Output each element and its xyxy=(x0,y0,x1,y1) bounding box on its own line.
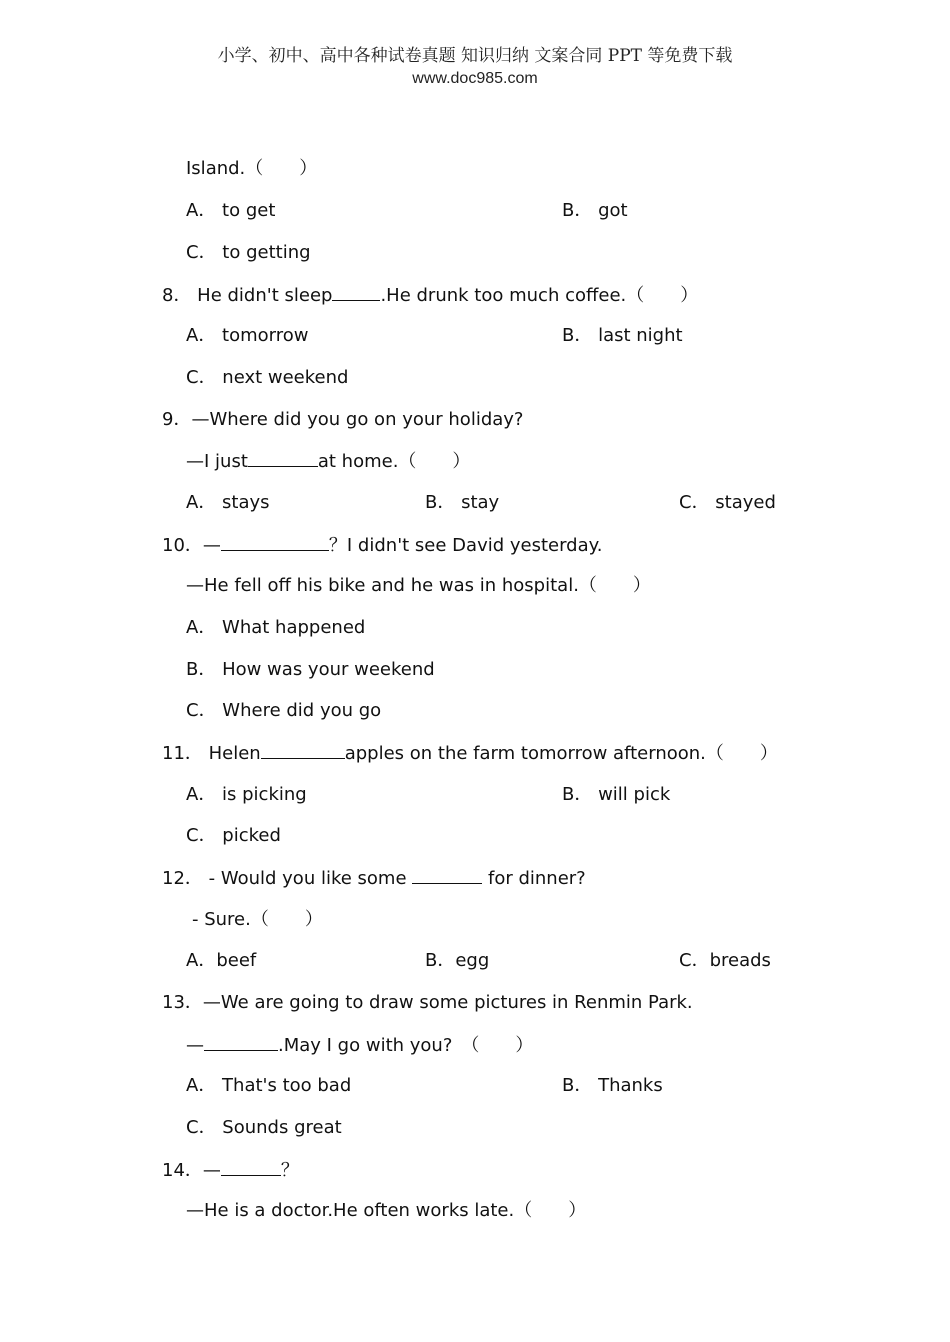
q8-text-start: 8． He didn't sleep xyxy=(162,285,333,306)
question-12-reply: - Sure.（ ） xyxy=(192,909,323,930)
q9-option-b: B． stay xyxy=(425,492,500,513)
q7-option-c: C． to getting xyxy=(186,242,311,263)
q9-reply-end: at home.（ ） xyxy=(317,451,471,472)
question-9: 9．—Where did you go on your holiday? xyxy=(162,409,524,430)
answer-blank xyxy=(221,1157,281,1176)
q12-option-c: C．breads xyxy=(679,950,771,971)
question-8 xyxy=(162,282,698,309)
q11-option-b: B． will pick xyxy=(562,784,671,805)
q9-option-c: C． stayed xyxy=(679,492,776,513)
q9-reply-start: —I just xyxy=(186,451,248,472)
q8-option-c: C． next weekend xyxy=(186,367,349,388)
header-url: www.doc985.com xyxy=(412,70,538,87)
q12-option-b: B．egg xyxy=(425,950,490,971)
q11-option-c: C． picked xyxy=(186,825,281,846)
question-12 xyxy=(162,865,586,892)
answer-blank xyxy=(412,865,482,884)
q13-option-a: A． That's too bad xyxy=(186,1075,352,1096)
question-11 xyxy=(162,740,778,767)
q10-option-b: B． How was your weekend xyxy=(186,659,435,680)
q8-option-b: B． last night xyxy=(562,325,683,346)
answer-blank xyxy=(332,282,380,301)
question-13: 13．—We are going to draw some pictures in Renmin Park. xyxy=(162,992,693,1013)
q10-option-c: C． Where did you go xyxy=(186,700,382,721)
q14-text-start: 14．— xyxy=(162,1160,221,1181)
q7-option-b: B． got xyxy=(562,200,628,221)
q14-text-end: ？ xyxy=(280,1160,299,1181)
q8-text-end: .He drunk too much coffee.（ ） xyxy=(380,285,699,306)
q9-option-a: A． stays xyxy=(186,492,270,513)
answer-blank xyxy=(221,532,329,551)
q11-option-a: A． is picking xyxy=(186,784,307,805)
q10-text-end: ？I didn't see David yesterday. xyxy=(328,535,603,556)
question-14 xyxy=(162,1157,299,1184)
q13-reply-end: .May I go with you? （ ） xyxy=(278,1035,534,1056)
page-header xyxy=(0,44,950,90)
q11-text-end: apples on the farm tomorrow afternoon.（ ） xyxy=(344,743,778,764)
q13-option-c: C． Sounds great xyxy=(186,1117,342,1138)
header-title: 小学、初中、高中各种试卷真题 知识归纳 文案合同 PPT 等免费下载 xyxy=(217,46,733,66)
q13-option-b: B． Thanks xyxy=(562,1075,663,1096)
answer-blank xyxy=(248,448,318,467)
answer-blank xyxy=(261,740,345,759)
q13-reply-start: — xyxy=(186,1035,204,1056)
q12-option-a: A．beef xyxy=(186,950,257,971)
q7-option-a: A． to get xyxy=(186,200,276,221)
question-9-reply xyxy=(186,448,470,475)
q11-text-start: 11． Helen xyxy=(162,743,261,764)
answer-blank xyxy=(204,1032,278,1051)
q10-text-start: 10．— xyxy=(162,535,221,556)
q12-text-start: 12． - Would you like some xyxy=(162,868,413,889)
q12-text-end: for dinner? xyxy=(482,868,586,889)
question-14-reply: —He is a doctor.He often works late.（ ） xyxy=(186,1200,587,1221)
q8-option-a: A． tomorrow xyxy=(186,325,309,346)
question-10 xyxy=(162,532,602,559)
question-13-reply xyxy=(186,1032,533,1059)
question-7-tail: Island.（ ） xyxy=(186,158,318,179)
q10-option-a: A． What happened xyxy=(186,617,366,638)
question-10-reply: —He fell off his bike and he was in hospital.（ ） xyxy=(186,575,651,596)
